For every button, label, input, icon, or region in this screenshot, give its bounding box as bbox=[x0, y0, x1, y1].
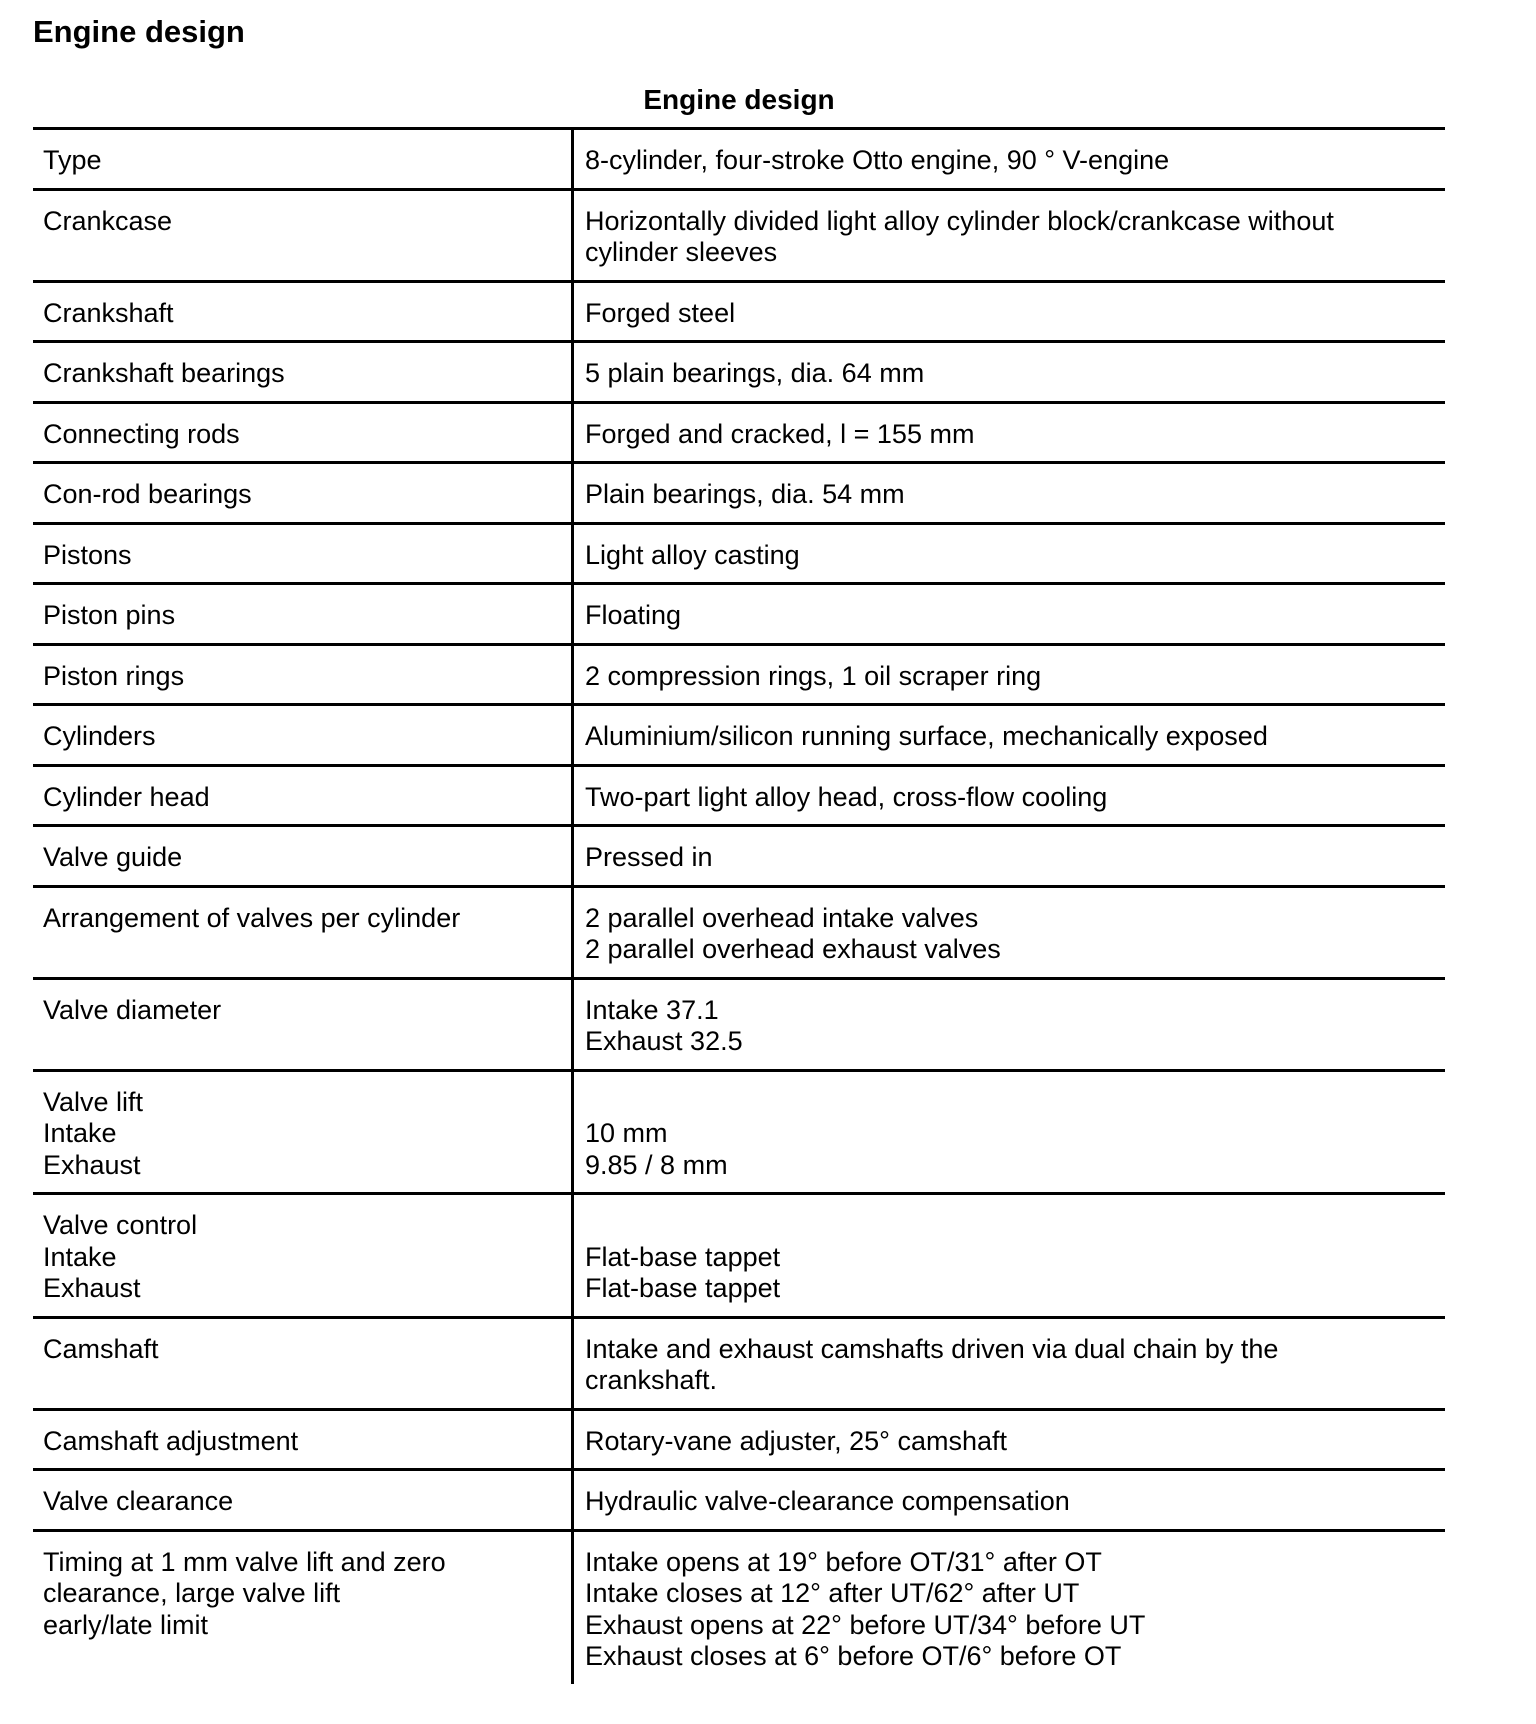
table-row bbox=[33, 1317, 1445, 1409]
table-row bbox=[33, 705, 1445, 766]
spec-value: Horizontally divided light alloy cylinder block/crankcase without cylinder sleeves bbox=[573, 189, 1446, 281]
spec-label: Cylinders bbox=[33, 705, 573, 766]
spec-label: Type bbox=[33, 129, 573, 190]
spec-value: Plain bearings, dia. 54 mm bbox=[573, 463, 1446, 524]
engine-spec-table-body bbox=[33, 129, 1445, 1684]
table-row bbox=[33, 978, 1445, 1070]
spec-value: Hydraulic valve-clearance compensation bbox=[573, 1470, 1446, 1531]
spec-label: Valve control Intake Exhaust bbox=[33, 1194, 573, 1318]
spec-value: Intake and exhaust camshafts driven via dual chain by the crankshaft. bbox=[573, 1317, 1446, 1409]
table-row bbox=[33, 1194, 1445, 1318]
table-row bbox=[33, 1470, 1445, 1531]
spec-label: Camshaft bbox=[33, 1317, 573, 1409]
spec-value: 2 compression rings, 1 oil scraper ring bbox=[573, 644, 1446, 705]
table-row bbox=[33, 1070, 1445, 1194]
spec-value: Intake 37.1 Exhaust 32.5 bbox=[573, 978, 1446, 1070]
table-row bbox=[33, 826, 1445, 887]
table-row bbox=[33, 886, 1445, 978]
spec-label: Crankshaft bearings bbox=[33, 342, 573, 403]
page-title: Engine design bbox=[33, 14, 245, 49]
spec-label: Arrangement of valves per cylinder bbox=[33, 886, 573, 978]
spec-value: 2 parallel overhead intake valves 2 parallel overhead exhaust valves bbox=[573, 886, 1446, 978]
spec-value: Flat-base tappet Flat-base tappet bbox=[573, 1194, 1446, 1318]
table-row bbox=[33, 1530, 1445, 1684]
spec-label: Piston rings bbox=[33, 644, 573, 705]
table-row bbox=[33, 584, 1445, 645]
table-row bbox=[33, 765, 1445, 826]
table-row bbox=[33, 281, 1445, 342]
spec-label: Camshaft adjustment bbox=[33, 1409, 573, 1470]
spec-value: Floating bbox=[573, 584, 1446, 645]
spec-value: Aluminium/silicon running surface, mechanically exposed bbox=[573, 705, 1446, 766]
spec-value: Forged and cracked, l = 155 mm bbox=[573, 402, 1446, 463]
spec-value: Intake opens at 19° before OT/31° after OT Intake closes at 12° after UT/62° after UT Exhaust opens at 22° before UT/34° before UT Exhaust closes at 6° before OT/6° before OT bbox=[585, 1546, 1146, 1671]
spec-label: Valve guide bbox=[33, 826, 573, 887]
spec-value: 10 mm 9.85 / 8 mm bbox=[573, 1070, 1446, 1194]
spec-value: Two-part light alloy head, cross-flow cooling bbox=[573, 765, 1446, 826]
spec-label: Crankshaft bbox=[33, 281, 573, 342]
table-row bbox=[33, 644, 1445, 705]
table-row bbox=[33, 129, 1445, 190]
spec-label: Valve lift Intake Exhaust bbox=[33, 1070, 573, 1194]
table-row bbox=[33, 189, 1445, 281]
table-row bbox=[33, 523, 1445, 584]
spec-label: Timing at 1 mm valve lift and zero clearance, large valve lift early/late limit bbox=[33, 1530, 573, 1684]
table-row bbox=[33, 402, 1445, 463]
engine-spec-table bbox=[33, 127, 1445, 1684]
spec-label: Crankcase bbox=[33, 189, 573, 281]
spec-value: Pressed in bbox=[573, 826, 1446, 887]
spec-value: Forged steel bbox=[573, 281, 1446, 342]
spec-value: 8-cylinder, four-stroke Otto engine, 90 ° V-engine bbox=[573, 129, 1446, 190]
spec-label: Valve diameter bbox=[33, 978, 573, 1070]
table-caption: Engine design bbox=[643, 84, 835, 115]
spec-label: Piston pins bbox=[33, 584, 573, 645]
spec-label: Con-rod bearings bbox=[33, 463, 573, 524]
table-row bbox=[33, 463, 1445, 524]
spec-label: Valve clearance bbox=[33, 1470, 573, 1531]
spec-value: 5 plain bearings, dia. 64 mm bbox=[573, 342, 1446, 403]
spec-value: Light alloy casting bbox=[573, 523, 1446, 584]
table-row bbox=[33, 1409, 1445, 1470]
spec-label: Pistons bbox=[33, 523, 573, 584]
spec-label: Cylinder head bbox=[33, 765, 573, 826]
spec-value: Rotary-vane adjuster, 25° camshaft bbox=[573, 1409, 1446, 1470]
table-row bbox=[33, 342, 1445, 403]
spec-label: Connecting rods bbox=[33, 402, 573, 463]
